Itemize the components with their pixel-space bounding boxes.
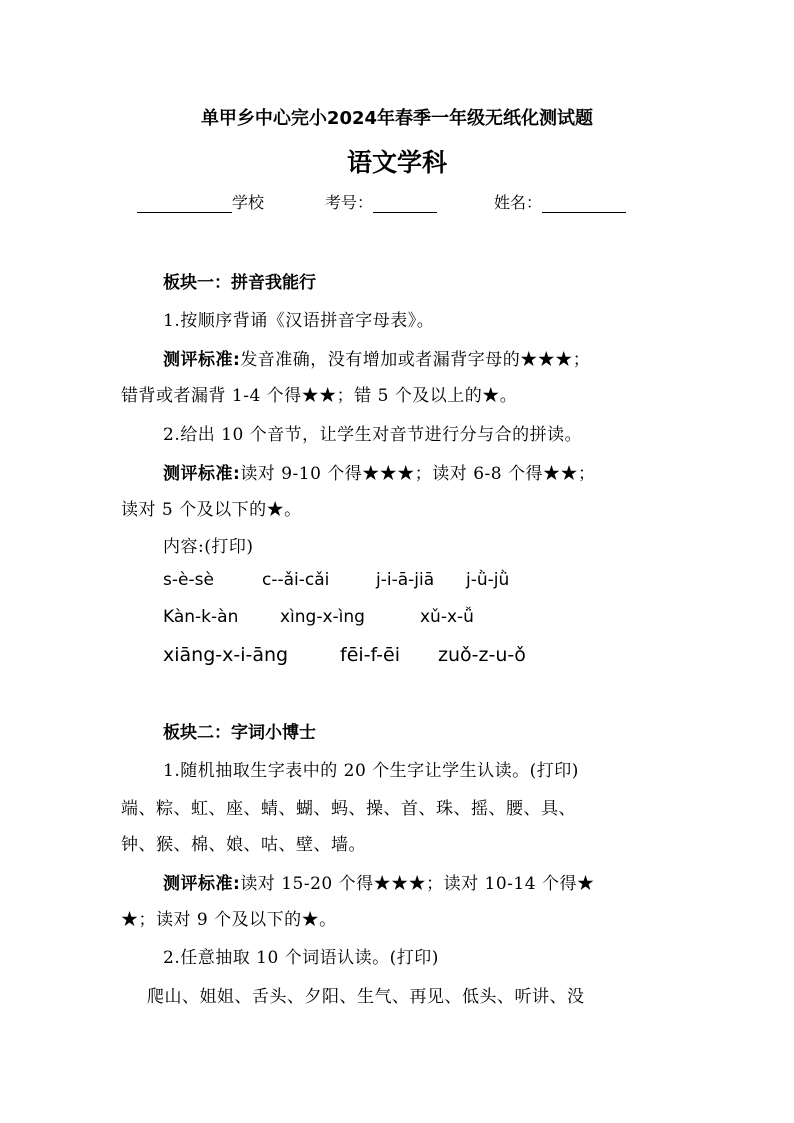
name-blank[interactable] <box>542 194 626 213</box>
pinyin-item: xǔ-x-ǚ <box>420 607 474 627</box>
section2-heading: 板块二：字词小博士 <box>163 723 316 743</box>
character-list: 端、粽、虹、座、蜻、蝴、蚂、操、首、珠、摇、腰、具、 <box>121 799 576 819</box>
section1-criteria2 <box>163 459 596 484</box>
content-label: 内容:(打印) <box>163 537 254 557</box>
section1-criteria1-cont: 错背或者漏背 1-4 个得★★；错 5 个及以上的★。 <box>121 386 518 406</box>
pinyin-item: xiāng-x-i-āng <box>163 644 289 666</box>
section2-criteria-cont: ★；读对 9 个及以下的★。 <box>121 910 337 930</box>
exam-no-field <box>325 190 437 213</box>
pinyin-item: fēi-f-ēi <box>340 644 400 666</box>
section1-criteria1 <box>163 345 590 370</box>
section1-item2: 2.给出 10 个音节，让学生对音节进行分与合的拼读。 <box>163 425 583 445</box>
section2-criteria <box>163 869 594 894</box>
word-list: 爬山、姐姐、舌头、夕阳、生气、再见、低头、听讲、没 <box>147 987 585 1007</box>
pinyin-item: xìng-x-ìng <box>280 607 365 627</box>
pinyin-item: j-i-ā-jiā <box>376 570 435 590</box>
name-label: 姓名： <box>494 193 543 212</box>
pinyin-item: Kàn-k-àn <box>163 607 239 627</box>
exam-no-blank[interactable] <box>373 194 437 213</box>
exam-no-label: 考号： <box>325 193 374 212</box>
pinyin-item: zuǒ-z-u-ǒ <box>438 644 526 666</box>
criteria-label: 测评标准: <box>163 874 241 894</box>
name-field <box>494 190 626 213</box>
school-blank[interactable] <box>137 194 232 213</box>
school-label: 学校 <box>232 193 265 212</box>
criteria-label: 测评标准: <box>163 464 241 484</box>
pinyin-item: j-ǜ-jǜ <box>466 570 510 590</box>
pinyin-item: c--ǎi-cǎi <box>262 570 330 590</box>
pinyin-item: s-è-sè <box>163 570 214 590</box>
test-title: 单甲乡中心完小2024年春季一年级无纸化测试题 <box>200 108 594 129</box>
section1-heading: 板块一：拼音我能行 <box>163 273 316 293</box>
section2-item1: 1.随机抽取生字表中的 20 个生字让学生认读。(打印) <box>163 761 579 781</box>
character-list-cont: 钟、猴、棉、娘、咕、壁、墙。 <box>121 835 366 855</box>
criteria-text: 读对 9-10 个得★★★；读对 6-8 个得★★； <box>240 464 596 484</box>
school-field <box>137 190 264 213</box>
section2-item2: 2.任意抽取 10 个词语认读。(打印) <box>163 948 439 968</box>
criteria-label: 测评标准: <box>163 350 241 370</box>
criteria-text: 读对 15-20 个得★★★；读对 10-14 个得★ <box>240 874 595 894</box>
section1-criteria2-cont: 读对 5 个及以下的★。 <box>121 500 302 520</box>
section1-item1: 1.按顺序背诵《汉语拼音字母表》。 <box>163 311 435 331</box>
criteria-text: 发音准确，没有增加或者漏背字母的★★★； <box>240 350 591 370</box>
subject-title: 语文学科 <box>346 148 447 177</box>
